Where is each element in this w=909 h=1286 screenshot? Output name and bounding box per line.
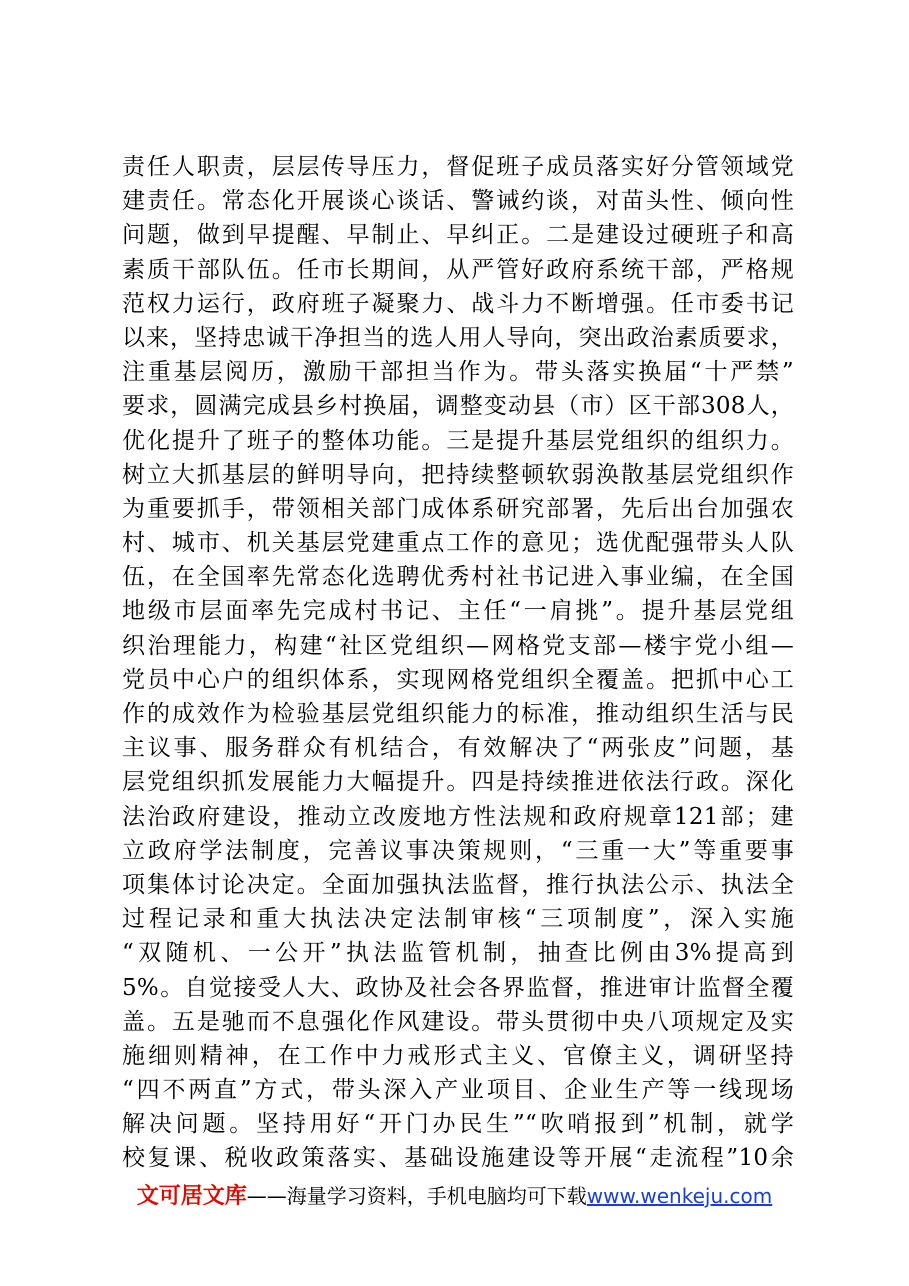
text-line: 伍，在全国率先常态化选聘优秀村社书记进入事业编，在全国 (122, 564, 794, 591)
text-line: 施细则精神，在工作中力戒形式主义、官僚主义，调研坚持 (122, 1042, 794, 1069)
footer-slogan: ——海量学习资料，手机电脑均可下载 (246, 1184, 587, 1208)
text-line: 问题，做到早提醒、早制止、早纠正。二是建设过硬班子和高 (122, 222, 794, 249)
text-line: 范权力运行，政府班子凝聚力、战斗力不断增强。任市委书记 (122, 290, 794, 317)
text-line: 织治理能力，构建“社区党组织—网格党支部—楼宇党小组— (122, 632, 794, 659)
text-line: 校复课、税收政策落实、基础设施建设等开展“走流程”10余 (122, 1145, 794, 1172)
text-line: 优化提升了班子的整体功能。三是提升基层党组织的组织力。 (122, 427, 794, 454)
text-line: 要求，圆满完成县乡村换届，调整变动县（市）区干部308人， (122, 393, 794, 420)
text-line: 项集体讨论决定。全面加强执法监督，推行执法公示、执法全 (122, 871, 794, 898)
text-line: 为重要抓手，带领相关部门成体系研究部署，先后出台加强农 (122, 495, 794, 522)
text-line: 党员中心户的组织体系，实现网格党组织全覆盖。把抓中心工 (122, 666, 794, 693)
text-line: “四不两直”方式，带头深入产业项目、企业生产等一线现场 (122, 1077, 794, 1104)
text-line: 5%。自觉接受人大、政协及社会各界监督，推进审计监督全覆 (122, 974, 794, 1001)
text-line: “双随机、一公开”执法监管机制，抽查比例由3%提高到 (122, 940, 794, 967)
footer-banner (0, 1180, 909, 1213)
text-line: 注重基层阅历，激励干部担当作为。带头落实换届“十严禁” (122, 359, 794, 386)
brand-name: 文可居文库 (136, 1184, 247, 1209)
body-text (122, 150, 794, 1176)
text-line: 层党组织抓发展能力大幅提升。四是持续推进依法行政。深化 (122, 769, 794, 796)
website-link[interactable]: www.wenkeju.com (586, 1184, 773, 1208)
text-line: 作的成效作为检验基层党组织能力的标准，推动组织生活与民 (122, 701, 794, 727)
text-line: 过程记录和重大执法决定法制审核“三项制度”，深入实施 (122, 906, 794, 933)
text-line: 素质干部队伍。任市长期间，从严管好政府系统干部，严格规 (122, 256, 794, 283)
text-line: 建责任。常态化开展谈心谈话、警诫约谈，对苗头性、倾向性 (122, 188, 794, 215)
text-line: 树立大抓基层的鲜明导向，把持续整顿软弱涣散基层党组织作 (122, 461, 794, 488)
text-line: 责任人职责，层层传导压力，督促班子成员落实好分管领域党 (122, 154, 794, 180)
text-line: 村、城市、机关基层党建重点工作的意见；选优配强带头人队 (122, 530, 794, 557)
text-line: 盖。五是驰而不息强化作风建设。带头贯彻中央八项规定及实 (122, 1008, 794, 1035)
text-line: 以来，坚持忠诚干净担当的选人用人导向，突出政治素质要求， (122, 324, 794, 351)
text-line: 法治政府建设，推动立改废地方性法规和政府规章121部；建 (122, 803, 794, 830)
text-line: 主议事、服务群众有机结合，有效解决了“两张皮”问题，基 (122, 735, 794, 762)
text-line: 地级市层面率先完成村书记、主任“一肩挑”。提升基层党组 (122, 598, 794, 625)
text-line: 解决问题。坚持用好“开门办民生”“吹哨报到”机制，就学 (122, 1111, 794, 1138)
text-line: 立政府学法制度，完善议事决策规则，“三重一大”等重要事 (122, 837, 794, 864)
